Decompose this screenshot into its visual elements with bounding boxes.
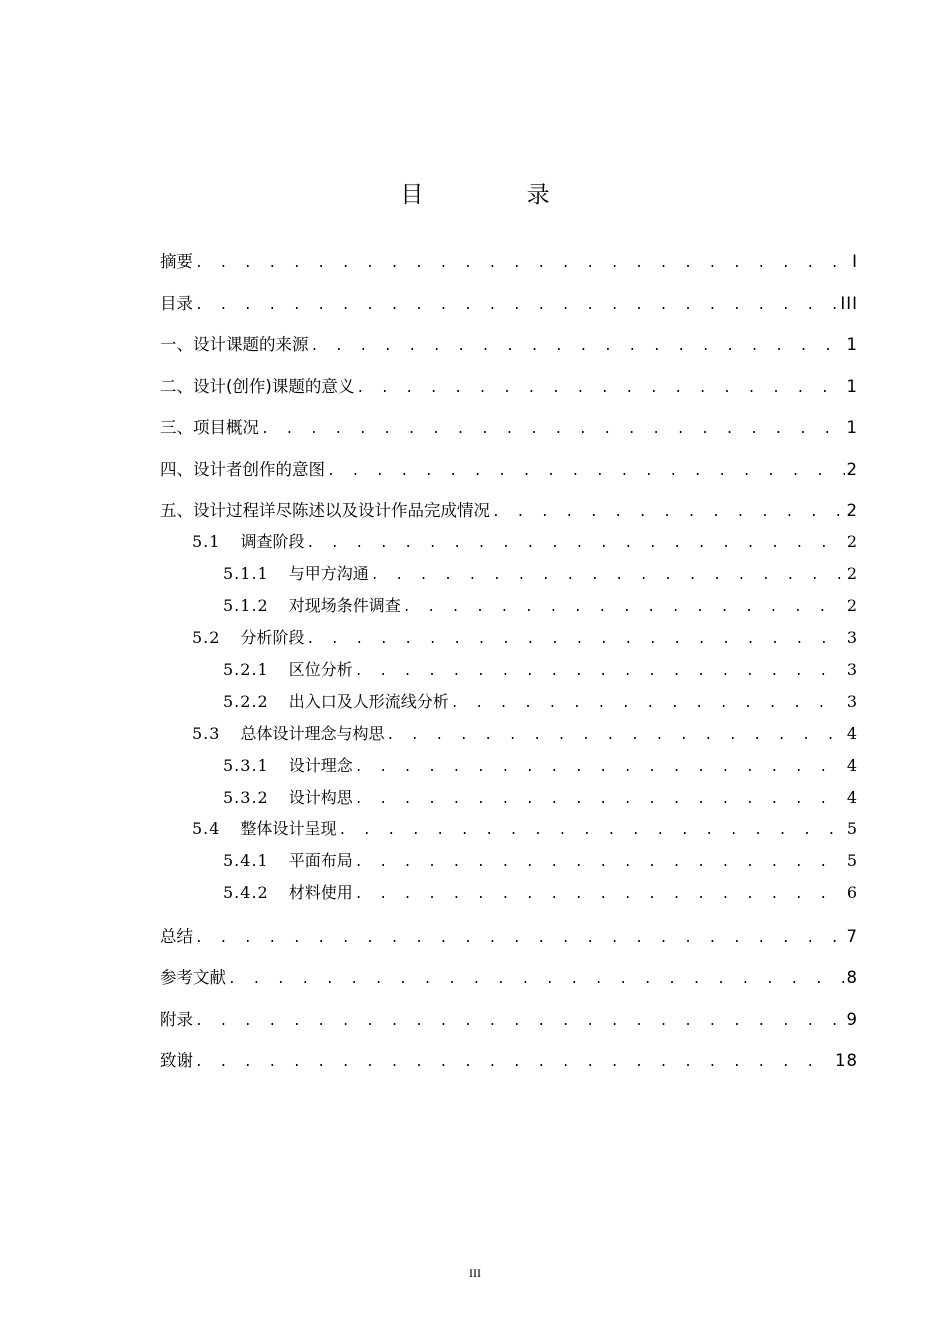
toc-entry[interactable]: [192, 625, 858, 651]
toc-entry[interactable]: [160, 923, 858, 949]
toc-entry[interactable]: [160, 1047, 858, 1073]
toc-entry[interactable]: [160, 1006, 858, 1032]
toc-entry-label: 材料使用: [288, 883, 353, 902]
dot-leader: [261, 422, 845, 437]
toc-entry-page: 4: [846, 756, 858, 775]
dot-leader: [327, 464, 845, 479]
toc-entry[interactable]: [160, 964, 858, 990]
dot-leader: [355, 887, 845, 902]
toc-entry-page: 5: [846, 851, 858, 870]
toc-entry-number: 5.2.2: [223, 692, 269, 711]
toc-entry[interactable]: [223, 657, 858, 683]
page-title: 目 录: [400, 182, 598, 208]
toc-entry[interactable]: [223, 848, 858, 874]
page-number-footer: III: [469, 1266, 481, 1280]
dot-leader: [386, 728, 844, 743]
toc-entry[interactable]: [160, 290, 858, 316]
toc-entry[interactable]: [192, 721, 858, 747]
toc-entry[interactable]: [160, 373, 858, 399]
toc-entry[interactable]: [223, 593, 858, 619]
toc-entry-label: 分析阶段: [240, 628, 305, 647]
dot-leader: [195, 256, 850, 271]
toc-entry-label: 一、设计课题的来源: [160, 335, 309, 354]
toc-entry-label: 区位分析: [288, 660, 353, 679]
toc-entry[interactable]: [160, 248, 858, 274]
toc-entry-label: 附录: [160, 1010, 193, 1029]
toc-entry-label: 二、设计(创作)课题的意义: [160, 377, 355, 396]
toc-entry-page: 3: [846, 660, 858, 679]
dot-leader: [306, 632, 844, 647]
toc-entry-label: 设计理念: [288, 756, 353, 775]
dot-leader: [371, 568, 845, 583]
toc-entry-label: 参考文献: [160, 968, 226, 987]
toc-entry-page: 2: [846, 532, 858, 551]
dot-leader: [195, 931, 845, 946]
toc-entry-page: 1: [846, 418, 858, 437]
toc-entry-label: 致谢: [160, 1051, 193, 1070]
toc-entry[interactable]: [160, 456, 858, 482]
toc-entry-page: 1: [846, 377, 858, 396]
toc-entry[interactable]: [192, 529, 858, 555]
toc-entry-label: 摘要: [160, 252, 193, 271]
dot-leader: [195, 1014, 845, 1029]
toc-entry-label: 五、设计过程详尽陈述以及设计作品完成情况: [160, 501, 490, 520]
toc-entry-page: III: [840, 294, 858, 313]
dot-leader: [356, 381, 844, 396]
toc-entry-number: 5.2.1: [223, 660, 269, 679]
toc-entry[interactable]: [160, 497, 858, 523]
dot-leader: [355, 760, 845, 775]
toc-entry-number: 5.2: [192, 628, 221, 647]
toc-entry-page: 18: [835, 1051, 858, 1070]
toc-entry[interactable]: [192, 816, 858, 842]
toc-entry-page: 9: [846, 1010, 858, 1029]
toc-entry[interactable]: [223, 880, 858, 906]
dot-leader: [338, 823, 844, 838]
toc-entry-label: 出入口及人形流线分析: [288, 692, 449, 711]
toc-entry-number: 5.3.2: [223, 788, 269, 807]
toc-entry-number: 5.3: [192, 724, 221, 743]
toc-entry[interactable]: [160, 331, 858, 357]
toc-entry-number: 5.3.1: [223, 756, 269, 775]
toc-entry[interactable]: [223, 561, 858, 587]
dot-leader: [195, 1055, 833, 1070]
toc-entry-page: 2: [846, 501, 858, 520]
toc-entry-number: 5.4.2: [223, 883, 269, 902]
toc-entry-number: 5.1: [192, 532, 221, 551]
toc-entry-page: I: [852, 252, 858, 271]
toc-entry-number: 5.4.1: [223, 851, 269, 870]
toc-entry[interactable]: [223, 785, 858, 811]
toc-entry-label: 总体设计理念与构思: [240, 724, 385, 743]
dot-leader: [355, 792, 845, 807]
dot-leader: [306, 536, 844, 551]
toc-entry-page: 2: [846, 564, 858, 583]
dot-leader: [228, 972, 845, 987]
toc-entry-label: 平面布局: [288, 851, 353, 870]
toc-entry-label: 调查阶段: [240, 532, 305, 551]
toc-entry-page: 3: [846, 628, 858, 647]
toc-entry-page: 2: [846, 596, 858, 615]
toc-entry-page: 1: [846, 335, 858, 354]
dot-leader: [403, 600, 845, 615]
toc-entry-page: 4: [846, 724, 858, 743]
toc-entry-label: 对现场条件调查: [288, 596, 401, 615]
toc-entry-number: 5.4: [192, 819, 221, 838]
dot-leader: [195, 298, 838, 313]
dot-leader: [355, 855, 845, 870]
toc-entry-page: 8: [846, 968, 858, 987]
toc-entry-number: 5.1.1: [223, 564, 269, 583]
toc-entry-label: 总结: [160, 927, 193, 946]
toc-entry-page: 4: [846, 788, 858, 807]
toc-entry[interactable]: [160, 414, 858, 440]
toc-entry-label: 设计构思: [288, 788, 353, 807]
dot-leader: [355, 664, 845, 679]
toc-entry-label: 四、设计者创作的意图: [160, 460, 325, 479]
toc-entry-page: 2: [846, 460, 858, 479]
toc-entry-label: 目录: [160, 294, 193, 313]
toc-entry-page: 3: [846, 692, 858, 711]
toc-entry-page: 6: [846, 883, 858, 902]
dot-leader: [492, 505, 845, 520]
toc-entry[interactable]: [223, 753, 858, 779]
toc-entry[interactable]: [223, 689, 858, 715]
toc-entry-label: 与甲方沟通: [288, 564, 369, 583]
toc-entry-page: 7: [846, 927, 858, 946]
dot-leader: [311, 339, 845, 354]
toc-entry-label: 整体设计呈现: [240, 819, 337, 838]
toc-entry-label: 三、项目概况: [160, 418, 259, 437]
toc-entry-page: 5: [846, 819, 858, 838]
toc-entry-number: 5.1.2: [223, 596, 269, 615]
dot-leader: [451, 696, 845, 711]
